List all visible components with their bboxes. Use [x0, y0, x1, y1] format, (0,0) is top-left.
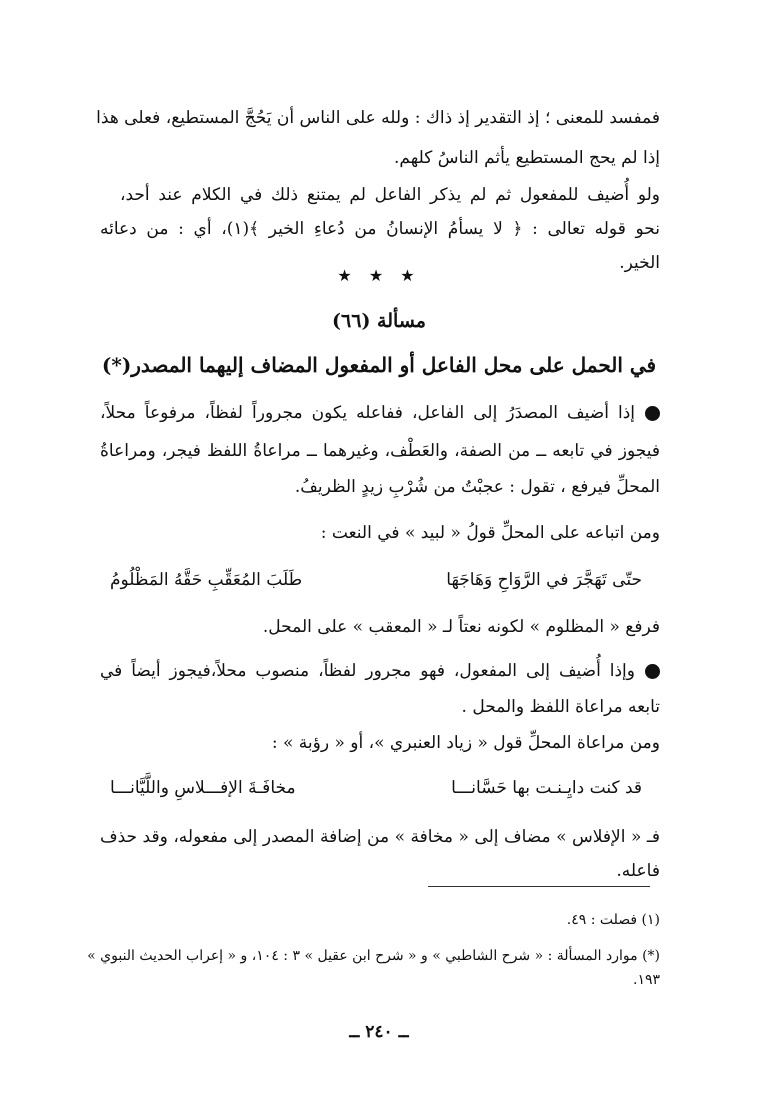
footnote-2-continued: ١٩٣. — [632, 972, 660, 988]
body-line-1: فمفسد للمعنى ؛ إذ التقدير إذ ذاك : ولله على الناس أن يَحُجَّ المستطيع، فعلى هذا — [96, 108, 660, 128]
body-line-2: إذا لم يحج المستطيع يأثم الناسُ كلهم. — [394, 148, 660, 168]
verse-labid — [100, 564, 660, 596]
section2-line-4: فـ « الإفلاس » مضاف إلى « مخافة » من إضافة المصدر إلى مفعوله، وقد حذف — [100, 827, 660, 847]
section-divider-stars: ★ ★ ★ — [337, 266, 421, 285]
footnote-2: (*) موارد المسألة : « شرح الشاطبي » و « شرح ابن عقيل » ٣ : ١٠٤، و « إعراب الحديث النبوي » — [87, 948, 660, 964]
body-line-5: الخير. — [619, 253, 660, 273]
body-line-3: ولو أُضيف للمفعول ثم لم يذكر الفاعل لم يمتنع ذلك في الكلام عند أحد، — [120, 185, 660, 205]
verse-ziyad-second-hemistich: مخافَـةَ الإفـــلاسِ واللَّيَّانـــا — [110, 778, 296, 798]
section2-line-3: ومن مراعاة المحلِّ قول « زياد العنبري »، أو « رؤبة » : — [271, 733, 660, 753]
body-line-4: نحو قوله تعالى : ﴿ لا يسأمُ الإنسانُ من دُعاءِ الخير ﴾(١)، أي : من دعائه — [100, 219, 660, 239]
section2-line-1 — [100, 656, 660, 686]
section1-line-2: فيجوز في تابعه ــ من الصفة، والعَطْف، وغيرهما ــ مراعاةُ اللفظ فيجر، ومراعاةُ — [100, 441, 660, 461]
section1-line-5: فرفع « المظلوم » لكونه نعتاً لـ « المعقب » على المحل. — [262, 617, 660, 637]
verse-labid-second-hemistich: طَلَبَ المُعَقِّبِ حَقَّهُ المَظْلُومُ — [110, 570, 303, 590]
section1-line-1-text: إذا أضيف المصدَرُ إلى الفاعل، ففاعله يكون مجروراً لفظاً، مرفوعاً محلاً، — [100, 403, 635, 423]
bullet-icon — [645, 664, 660, 679]
page-number: ــ ٢٤٠ ــ — [349, 1022, 409, 1042]
issue-subtitle: في الحمل على محل الفاعل أو المفعول المضاف إليهما المصدر(*) — [101, 353, 657, 377]
issue-title: مسألة (٦٦) — [332, 310, 426, 332]
section1-line-4: ومن اتباعه على المحلِّ قولُ « لبيد » في النعت : — [320, 523, 660, 543]
section2-line-5: فاعله. — [616, 861, 660, 881]
section1-line-1 — [100, 398, 660, 428]
section2-line-1-text: وإذا أُضيف إلى المفعول، فهو مجرور لفظاً، منصوب محلاً،فيجوز أيضاً في — [100, 661, 635, 681]
verse-ziyad-first-hemistich: قد كنت دايِـنـت بها حَسَّانـــا — [451, 778, 642, 798]
footnote-1: (١) فصلت : ٤٩. — [566, 912, 660, 928]
footnote-separator — [428, 886, 650, 887]
verse-labid-first-hemistich: حتّى تَهَجَّرَ في الرَّوَاحِ وَهَاجَهَا — [446, 570, 642, 590]
section1-line-3: المحلِّ فيرفع ، تقول : عجبْتُ من شُرْبِ زيدٍ الظريفُ. — [294, 477, 660, 497]
section2-line-2: تابعه مراعاة اللفظ والمحل . — [461, 697, 660, 717]
verse-ziyad — [100, 772, 660, 804]
bullet-icon — [645, 406, 660, 421]
